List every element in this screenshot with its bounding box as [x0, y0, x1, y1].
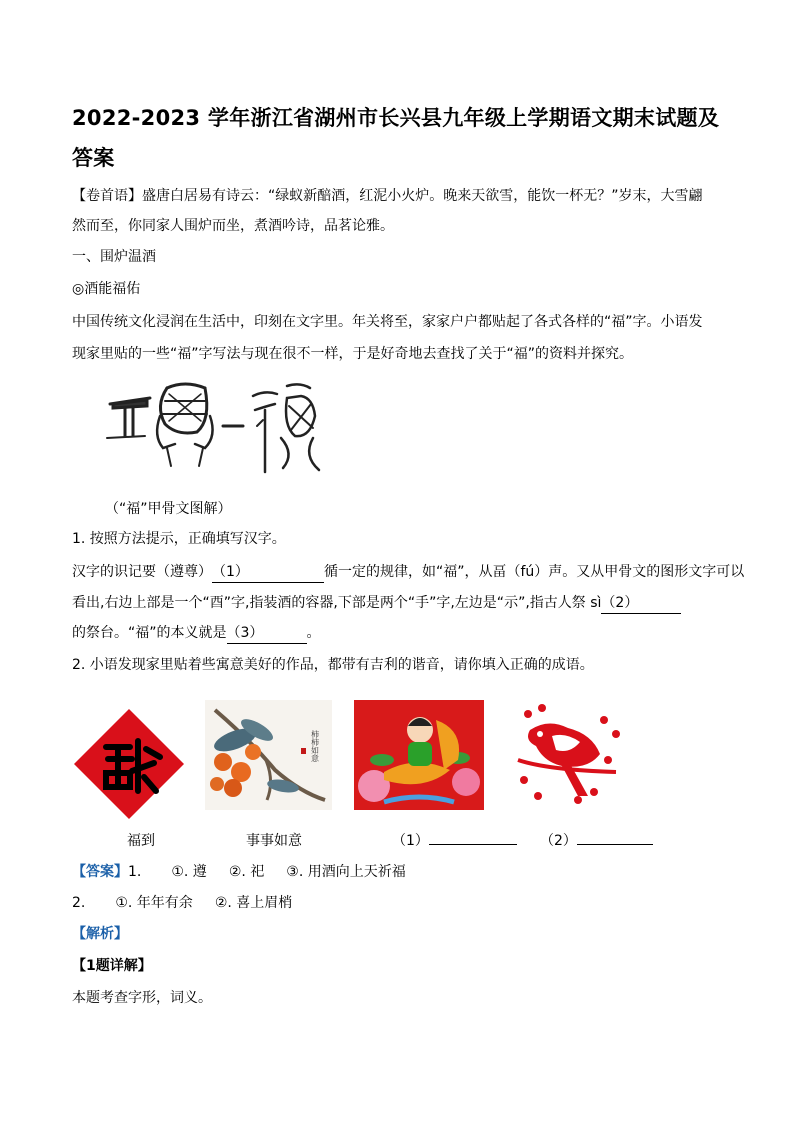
q1-blank-2-label: （2）: [601, 595, 639, 611]
section-heading: 一、围炉温酒: [72, 249, 156, 265]
answer-2-2: ②. 喜上眉梢: [214, 895, 293, 911]
question-1-line-3: [72, 623, 732, 644]
question-1-line-2: [72, 593, 732, 614]
question-2-prompt: 2. 小语发现家里贴着些寓意美好的作品，都带有吉利的谐音，请你填入正确的成语。: [72, 657, 594, 673]
answer-1-1: ①. 遵: [171, 864, 207, 880]
q1-blank-1[interactable]: [212, 562, 324, 583]
picture-1-label: 福到: [127, 833, 155, 849]
q1-text-1a: 汉字的识记要（遵尊）: [72, 564, 212, 580]
answer-1-number: 1.: [128, 864, 142, 880]
answer-1-2: ②. 祀: [228, 864, 265, 880]
intro-label: 【卷首语】: [72, 188, 142, 204]
fu-diamond-image: [72, 707, 186, 821]
picture-3-blank[interactable]: [429, 844, 517, 845]
page-title: 2022-2023 学年浙江省湖州市长兴县九年级上学期语文期末试题及答案: [72, 106, 720, 170]
intro-line-1: [72, 186, 732, 206]
q1-text-1c: 循一定的规律，如“福”，从畐（fú）声。又从甲骨文的图形文字可以: [324, 564, 745, 580]
analysis-label: 【解析】: [72, 926, 128, 942]
picture-2-label: 事事如意: [246, 833, 302, 849]
child-with-fish-image: [354, 700, 484, 810]
analysis-text: 本题考查字形，词义。: [72, 990, 212, 1006]
figure-caption: （“福”甲骨文图解）: [105, 501, 232, 517]
q1-blank-3[interactable]: [227, 623, 307, 644]
answer-1-3: ③. 用酒向上天祈福: [286, 864, 406, 880]
intro-text-1: 盛唐白居易有诗云：“绿蚁新醅酒，红泥小火炉。晚来天欲雪，能饮一杯无？”岁末，大雪翩: [142, 188, 703, 204]
picture-3-slot-label: （1）: [392, 833, 429, 849]
q1-blank-2[interactable]: [601, 593, 681, 614]
q1-text-3c: 。: [306, 625, 321, 641]
persimmon-painting-image: [205, 700, 332, 810]
answer-line-2: [72, 893, 732, 913]
q1-blank-1-label: （1）: [212, 564, 249, 580]
painting-inscription: 柿柿如意: [310, 730, 320, 762]
picture-4-answer-slot[interactable]: [540, 830, 653, 850]
picture-4-blank[interactable]: [577, 844, 653, 845]
magpie-papercut-image: [508, 700, 626, 810]
q1-blank-3-label: （3）: [226, 625, 264, 641]
analysis-detail-heading: 【1题详解】: [72, 958, 152, 974]
q1-text-3a: 的祭台。“福”的本义就是: [72, 625, 227, 641]
intro-line-2: 然而至，你同家人围炉而坐，煮酒吟诗，品茗论雅。: [72, 218, 394, 234]
answer-2-number: 2.: [72, 895, 86, 911]
answer-line-1: [72, 862, 732, 882]
answer-label: 【答案】: [72, 864, 128, 880]
paragraph-line-2: 现家里贴的一些“福”字写法与现在很不一样，于是好奇地去查找了关于“福”的资料并探究。: [72, 346, 634, 362]
subsection-heading: ◎酒能福佑: [72, 281, 141, 297]
question-1-prompt: 1. 按照方法提示，正确填写汉字。: [72, 531, 286, 547]
picture-4-slot-label: （2）: [540, 833, 577, 849]
question-1-line-1: [72, 562, 745, 583]
picture-3-answer-slot[interactable]: [392, 830, 517, 850]
oracle-bone-fu-figure: [105, 376, 335, 476]
paragraph-line-1: 中国传统文化浸润在生活中，印刻在文字里。年关将至，家家户户都贴起了各式各样的“福”字。小语发: [72, 314, 703, 330]
q1-text-2a: 看出,右边上部是一个“酉”字,指装酒的容器,下部是两个“手”字,左边是“示”,指古人祭 sì: [72, 595, 602, 611]
answer-2-1: ①. 年年有余: [115, 895, 193, 911]
